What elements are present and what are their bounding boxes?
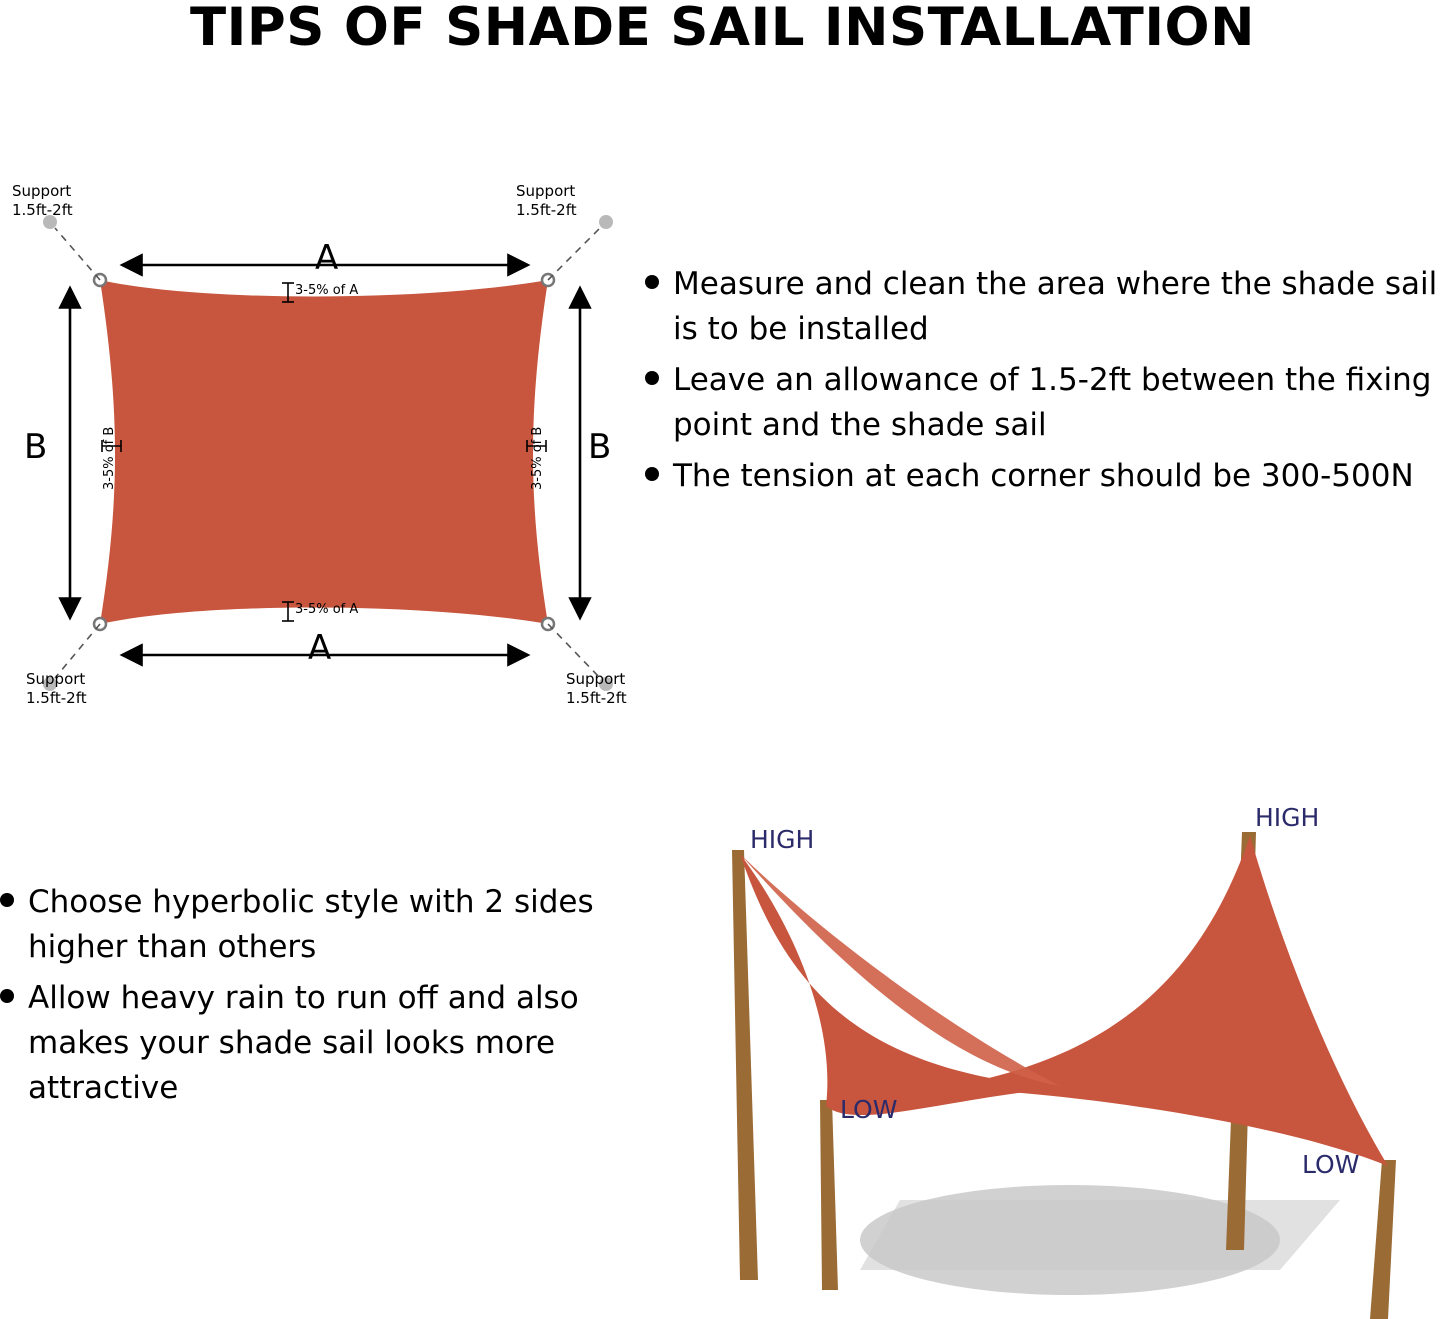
support-label-value: 1.5ft-2ft (26, 688, 87, 707)
bullet-dot-icon (0, 989, 14, 1003)
support-label-bottom-right (566, 670, 627, 708)
post-low-left (820, 1100, 838, 1290)
tip-text: Measure and clean the area where the shade sail is to be installed (673, 266, 1438, 347)
hyperbolic-sail-scene (640, 770, 1445, 1319)
dimension-label-left-b: B (24, 427, 48, 467)
list-item (645, 262, 1445, 352)
list-item (645, 454, 1445, 499)
support-label-text: Support (26, 670, 86, 688)
dimension-label-bottom-a: A (308, 628, 332, 668)
page-title: TIPS OF SHADE SAIL INSTALLATION (190, 0, 1255, 58)
curve-note-left: 3-5% of B (102, 426, 117, 490)
support-label-value: 1.5ft-2ft (516, 200, 577, 219)
label-low-left: LOW (840, 1095, 898, 1124)
sail-shape (100, 280, 548, 624)
support-label-value: 1.5ft-2ft (12, 200, 73, 219)
sail-lobe-right (940, 836, 1388, 1166)
label-low-right: LOW (1302, 1150, 1360, 1179)
support-label-text: Support (566, 670, 626, 688)
support-label-text: Support (516, 182, 576, 200)
support-label-top-left (12, 182, 73, 220)
support-label-bottom-left (26, 670, 87, 708)
tip-text: Leave an allowance of 1.5-2ft between the fixing point and the shade sail (673, 361, 1432, 443)
bullet-dot-icon (645, 371, 659, 385)
dimension-label-right-b: B (588, 427, 612, 467)
tips-list-bottom (0, 880, 620, 1117)
tip-text: Allow heavy rain to run off and also makes your shade sail looks more attractive (28, 979, 579, 1106)
label-high-left: HIGH (750, 825, 815, 854)
tip-text: Choose hyperbolic style with 2 sides higher than others (28, 884, 594, 965)
bullet-dot-icon (0, 893, 14, 907)
list-item (645, 358, 1445, 448)
support-label-text: Support (12, 182, 72, 200)
post-high-left (732, 850, 758, 1280)
rectangular-sail-diagram (0, 150, 680, 730)
curve-note-bottom: 3-5% of A (295, 602, 359, 617)
tip-text: The tension at each corner should be 300-500N (673, 457, 1414, 494)
support-label-top-right (516, 182, 577, 220)
tips-list-top (645, 262, 1445, 505)
dimension-label-top-a: A (315, 238, 339, 278)
curve-note-right: 3-5% of B (530, 426, 545, 490)
bullet-dot-icon (645, 467, 659, 481)
post-low-right (1370, 1160, 1396, 1319)
list-item (0, 976, 620, 1111)
list-item (0, 880, 620, 970)
curve-note-top: 3-5% of A (295, 283, 359, 298)
bullet-dot-icon (645, 275, 659, 289)
label-high-right: HIGH (1255, 803, 1320, 832)
support-label-value: 1.5ft-2ft (566, 688, 627, 707)
